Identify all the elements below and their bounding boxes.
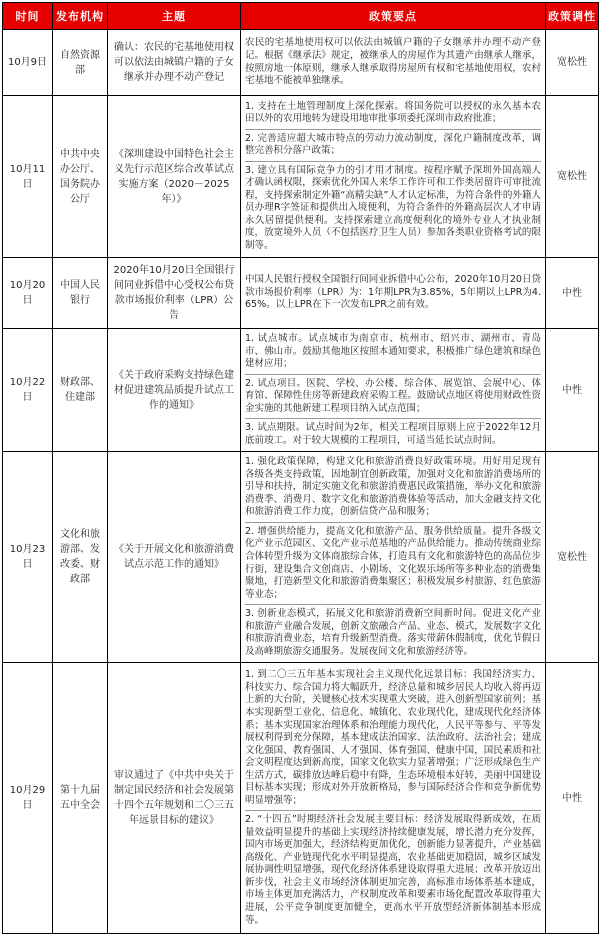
subject-cell: 确认：农民的宅基地使用权可以依法由城镇户籍的子女继承并办理不动产登记: [108, 30, 241, 96]
date-cell: 10月22日: [3, 329, 53, 452]
tone-cell: 中性: [546, 663, 599, 934]
tone-cell: 宽松性: [546, 96, 599, 258]
table-row: [3, 96, 599, 258]
subject-cell: 《深圳建设中国特色社会主义先行示范区综合改革试点实施方案（2020－2025年）》: [108, 96, 241, 258]
table-row: [3, 452, 599, 663]
date-cell: 10月20日: [3, 258, 53, 329]
table-row: [3, 329, 599, 452]
agency-cell: 自然资源部: [53, 30, 108, 96]
policy-point: 1. 支持在土地管理制度上深化探索。将国务院可以授权的永久基本农田以外的农用地转为建设用地审批事项委托深圳市政府批准；: [245, 100, 541, 125]
points-cell: [241, 452, 546, 663]
header-policy-points: 政策要点: [241, 3, 546, 30]
table-row: [3, 30, 599, 96]
points-cell: [241, 96, 546, 258]
header-agency: 发布机构: [53, 3, 108, 30]
subject-cell: 2020年10月20日全国银行间同业拆借中心受权公布贷款市场报价利率（LPR）公告: [108, 258, 241, 329]
points-cell: [241, 30, 546, 96]
header-time: 时间: [3, 3, 53, 30]
policy-point: 2. “十四五”时期经济社会发展主要目标：经济发展取得新成效，在质量效益明显提升的基础上实现经济持续健康发展，增长潜力充分发挥，国内市场更加强大，经济结构更加优化，创新能力显著提升，产业基础高级化、产业链现代化水平明显提高，农业基础更加稳固，城乡区域发展协调性明显增强，现代化经济体系建设取得重大进展；改革开放迈出新步伐，社会主义市场经济体制更加完善，高标准市场体系基本建成，市场主体更加充满活力，产权制度改革和要素市场化配置改革取得重大进展，公平竞争制度更加健全，更高水平开放型经济新体制基本形成等。: [245, 810, 541, 930]
agency-cell: 中国人民银行: [53, 258, 108, 329]
table-row: [3, 258, 599, 329]
header-row: [3, 3, 599, 30]
subject-cell: 《关于政府采购支持绿色建材促进建筑品质提升试点工作的通知》: [108, 329, 241, 452]
policy-point: 3. 创新业态模式，拓展文化和旅游消费新空间新时间。促进文化产业和旅游产业融合发展，创新文旅融合产品、业态、模式，发展数字文化和旅游消费业态，培育升级新型消费。落实带薪休假制度，优化节假日及高峰期旅游交通服务。发展夜间文化和旅游经济等。: [245, 604, 541, 661]
agency-cell: 中共中央办公厅、国务院办公厅: [53, 96, 108, 258]
policy-point: 2. 完善适应超大城市特点的劳动力流动制度，深化户籍制度改革，调整完善积分落户政策；: [245, 129, 541, 161]
policy-point: 3. 建立具有国际竞争力的引才用才制度。按程序赋予深圳外国高端人才确认函权限，探索优化外国人来华工作许可和工作类居留许可审批流程，支持探索制定外籍“高精尖缺”人才认定标准，为符合条件的外籍人员办理R字签证和提供出入境便利，为符合条件的外籍高层次人才申请永久居留提供便利。支持探索建立高度便利化的境外专业人才执业制度，放宽境外人员（不包括医疗卫生人员）参加各类职业资格考试的限制等。: [245, 161, 541, 256]
agency-cell: 财政部、住建部: [53, 329, 108, 452]
date-cell: 10月23日: [3, 452, 53, 663]
agency-cell: 文化和旅游部、发改委、财政部: [53, 452, 108, 663]
tone-cell: 宽松性: [546, 30, 599, 96]
policy-point: 农民的宅基地使用权可以依法由城镇户籍的子女继承并办理不动产登记。根据《继承法》规定，被继承人的房屋作为其遗产由继承人继承，按照房地一体原则，继承人继承取得房屋所有权和宅基地使用权，农村宅基地不能被单独继承。: [245, 37, 541, 87]
points-cell: [241, 329, 546, 452]
policy-point: 1. 试点城市。试点城市为南京市、杭州市、绍兴市、湖州市、青岛市、佛山市。鼓励其他地区按照本通知要求，积极推广绿色建筑和绿色建材应用；: [245, 333, 541, 370]
agency-cell: 第十九届五中全会: [53, 663, 108, 934]
tone-cell: 宽松性: [546, 452, 599, 663]
header-policy-tone: 政策调性: [546, 3, 599, 30]
subject-cell: 《关于开展文化和旅游消费试点示范工作的通知》: [108, 452, 241, 663]
tone-cell: 中性: [546, 258, 599, 329]
header-subject: 主题: [108, 3, 241, 30]
policy-point: 2. 增强供给能力，提高文化和旅游产品、服务供给质量。提升各级文化产业示范园区、文化产业示范基地的产品供给能力。推动传统商业综合体转型升级为文体商旅综合体，打造具有文化和旅游特色的高品位步行街，建设集合文创商店、小剧场、文化娱乐场所等多种业态的消费集聚地，打造新型文化和旅游消费集聚区；积极发展乡村旅游、红色旅游等业态；: [245, 522, 541, 604]
table-row: [3, 663, 599, 934]
points-cell: [241, 258, 546, 329]
date-cell: 10月9日: [3, 30, 53, 96]
table-body: [3, 30, 599, 934]
policy-point: 中国人民银行授权全国银行间同业拆借中心公布，2020年10月20日贷款市场报价利率（LPR）为：1年期LPR为3.85%，5年期以上LPR为4.65%。以上LPR在下一次发布LPR之前有效。: [245, 274, 541, 311]
policy-point: 2. 试点项目。医院、学校、办公楼、综合体、展览馆、会展中心、体育馆、保障性住房等新建政府采购工程。鼓励试点地区将使用财政性资金实施的其他新建工程项目纳入试点范围；: [245, 374, 541, 419]
policy-point: 1. 强化政策保障，构建文化和旅游消费良好政策环境。用好用足现有各级各类支持政策，因地制宜创新政策，加强对文化和旅游消费场所的引导和扶持，制定实施文化和旅游消费惠民政策措施，举办文化和旅游消费季、消费月、数字文化和旅游消费体验等活动，加大金融支持文化和旅游消费工作力度，创新信贷产品和服务；: [245, 456, 541, 518]
policy-table-sheet: [2, 2, 598, 926]
date-cell: 10月29日: [3, 663, 53, 934]
policy-table: [2, 2, 599, 934]
policy-point: 3. 试点期限。试点时间为2年，相关工程项目原则上应于2022年12月底前竣工。对于较大规模的工程项目，可适当延长试点时间。: [245, 418, 541, 450]
date-cell: 10月11日: [3, 96, 53, 258]
points-cell: [241, 663, 546, 934]
subject-cell: 审议通过了《中共中央关于制定国民经济和社会发展第十四个五年规划和二〇三五年远景目标的建议》: [108, 663, 241, 934]
policy-point: 1. 到二〇三五年基本实现社会主义现代化远景目标：我国经济实力、科技实力、综合国力将大幅跃升，经济总量和城乡居民人均收入将再迈上新的大台阶，关键核心技术实现重大突破，进入创新型国家前列；基本实现新型工业化、信息化、城镇化、农业现代化，建成现代化经济体系；基本实现国家治理体系和治理能力现代化，人民平等参与、平等发展权利得到充分保障，基本建成法治国家、法治政府、法治社会；建成文化强国、教育强国、人才强国、体育强国、健康中国，国民素质和社会文明程度达到新高度，国家文化软实力显著增强；广泛形成绿色生产生活方式，碳排放达峰后稳中有降，生态环境根本好转，美丽中国建设目标基本实现；形成对外开放新格局，参与国际经济合作和竞争新优势明显增强等；: [245, 669, 541, 806]
tone-cell: 中性: [546, 329, 599, 452]
